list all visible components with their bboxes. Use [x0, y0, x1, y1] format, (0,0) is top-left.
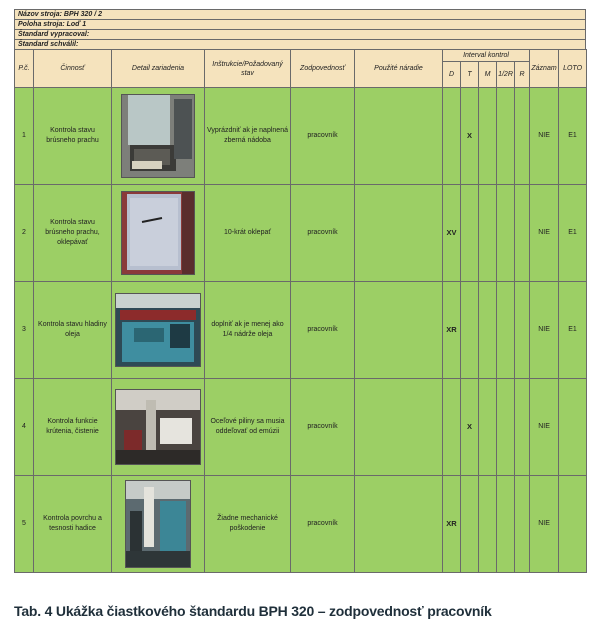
- interval-d: XR: [443, 476, 461, 573]
- interval-half-r: [497, 88, 515, 185]
- col-header-no: P.č.: [15, 50, 34, 88]
- activity-cell: Kontrola stavu hladiny oleja: [34, 282, 112, 379]
- record-cell: NIE: [530, 476, 559, 573]
- tools-cell: [355, 379, 443, 476]
- interval-m: [479, 185, 497, 282]
- oil-tank-photo: [115, 293, 201, 367]
- activity-cell: Kontrola povrchu a tesnosti hadice: [34, 476, 112, 573]
- machine-location: Poloha stroja: Loď 1: [14, 19, 586, 29]
- detail-cell: [112, 379, 205, 476]
- interval-m: [479, 88, 497, 185]
- prepared-by: Štandard vypracoval:: [14, 29, 586, 39]
- responsibility-cell: pracovník: [291, 379, 355, 476]
- row-number: 3: [15, 282, 34, 379]
- row-number: 2: [15, 185, 34, 282]
- detail-cell: [112, 185, 205, 282]
- table-caption: Tab. 4 Ukážka čiastkového štandardu BPH 320 – zodpovednosť pracovník: [14, 603, 492, 619]
- loto-cell: [559, 379, 587, 476]
- interval-half-r: [497, 379, 515, 476]
- interval-r: [515, 476, 530, 573]
- interval-d: [443, 88, 461, 185]
- tools-cell: [355, 282, 443, 379]
- col-header-d: D: [443, 62, 461, 88]
- interval-m: [479, 379, 497, 476]
- table-row: [15, 476, 587, 573]
- col-header-r: R: [515, 62, 530, 88]
- responsibility-cell: pracovník: [291, 476, 355, 573]
- record-cell: NIE: [530, 88, 559, 185]
- instruction-cell: Žiadne mechanické poškodenie: [205, 476, 291, 573]
- standard-sheet: [14, 9, 586, 573]
- standard-table: [14, 49, 587, 573]
- interval-half-r: [497, 185, 515, 282]
- record-cell: NIE: [530, 379, 559, 476]
- activity-cell: Kontrola stavu brúsneho prachu: [34, 88, 112, 185]
- interval-t: X: [461, 379, 479, 476]
- col-header-loto: LOTO: [559, 50, 587, 88]
- responsibility-cell: pracovník: [291, 282, 355, 379]
- row-number: 5: [15, 476, 34, 573]
- interval-t: X: [461, 88, 479, 185]
- dust-bin-photo: [121, 94, 195, 178]
- interval-d: [443, 379, 461, 476]
- table-row: [15, 282, 587, 379]
- responsibility-cell: pracovník: [291, 88, 355, 185]
- interval-m: [479, 476, 497, 573]
- col-header-m: M: [479, 62, 497, 88]
- interval-r: [515, 88, 530, 185]
- col-header-detail: Detail zariadenia: [112, 50, 205, 88]
- detail-cell: [112, 476, 205, 573]
- interval-t: [461, 282, 479, 379]
- interval-d: XR: [443, 282, 461, 379]
- instruction-cell: Vyprázdniť ak je naplnená zberná nádoba: [205, 88, 291, 185]
- col-header-record: Záznam: [530, 50, 559, 88]
- interval-t: [461, 185, 479, 282]
- tools-cell: [355, 185, 443, 282]
- tools-cell: [355, 476, 443, 573]
- activity-cell: Kontrola funkcie krútenia, čistenie: [34, 379, 112, 476]
- interval-t: [461, 476, 479, 573]
- record-cell: NIE: [530, 282, 559, 379]
- responsibility-cell: pracovník: [291, 185, 355, 282]
- col-header-responsibility: Zodpovednosť: [291, 50, 355, 88]
- col-header-half-r: 1/2R: [497, 62, 515, 88]
- col-header-t: T: [461, 62, 479, 88]
- interval-r: [515, 185, 530, 282]
- instruction-cell: Oceľové piliny sa musia oddeľovať od emúzii: [205, 379, 291, 476]
- activity-cell: Kontrola stavu brúsneho prachu, oklepávať: [34, 185, 112, 282]
- interval-r: [515, 282, 530, 379]
- record-cell: NIE: [530, 185, 559, 282]
- approved-by: Štandard schválil:: [14, 39, 586, 49]
- col-header-activity: Činnosť: [34, 50, 112, 88]
- interval-half-r: [497, 476, 515, 573]
- col-header-interval: Interval kontrol: [443, 50, 530, 62]
- loto-cell: [559, 476, 587, 573]
- table-row: [15, 185, 587, 282]
- loto-cell: E1: [559, 282, 587, 379]
- filter-cabinet-photo: [121, 191, 195, 275]
- col-header-instruction: Inštrukcie/Požadovaný stav: [205, 50, 291, 88]
- interval-half-r: [497, 282, 515, 379]
- table-row: [15, 88, 587, 185]
- interval-r: [515, 379, 530, 476]
- col-header-tools: Použité náradie: [355, 50, 443, 88]
- tools-cell: [355, 88, 443, 185]
- detail-cell: [112, 88, 205, 185]
- interval-m: [479, 282, 497, 379]
- loto-cell: E1: [559, 88, 587, 185]
- machine-name: Názov stroja: BPH 320 / 2: [14, 9, 586, 19]
- hose-photo: [125, 480, 191, 568]
- table-row: [15, 379, 587, 476]
- detail-cell: [112, 282, 205, 379]
- row-number: 1: [15, 88, 34, 185]
- interval-d: XV: [443, 185, 461, 282]
- row-number: 4: [15, 379, 34, 476]
- spindle-photo: [115, 389, 201, 465]
- instruction-cell: doplniť ak je menej ako 1/4 nádrže oleja: [205, 282, 291, 379]
- instruction-cell: 10-krát oklepať: [205, 185, 291, 282]
- loto-cell: E1: [559, 185, 587, 282]
